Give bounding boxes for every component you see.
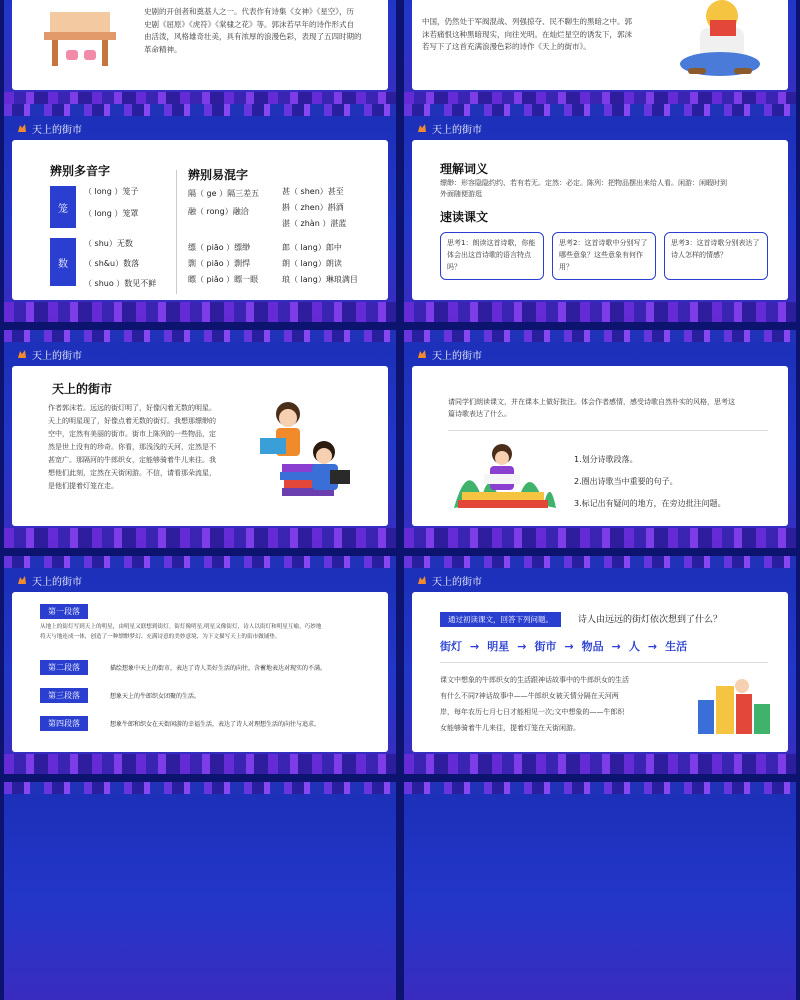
text-line: 有什么不同?神话故事中——牛郎织女被天情分隔在天河两 bbox=[440, 692, 619, 700]
slide-header bbox=[416, 120, 482, 136]
slide-header bbox=[16, 346, 82, 362]
desk-illustration bbox=[40, 12, 120, 72]
pinyin-row: 斟（ zhen）斟酒 bbox=[282, 203, 344, 212]
section-text: 描绘想象中天上的街市，表达了诗人美好生活的向往，含蓄地表达对现实的不满。 bbox=[110, 665, 327, 672]
background-paragraph bbox=[422, 16, 632, 54]
pinyin-row: （ shu）无数 bbox=[84, 239, 133, 248]
text-line: 然是世上没有的珍奇。你看，那浅浅的天河，定然是不 bbox=[48, 443, 216, 451]
chain-item: 物品 bbox=[581, 640, 604, 653]
slide-characters[interactable] bbox=[4, 104, 396, 322]
section-text: 想象牛郎和织女在天街闲游的幸福生活，表达了诗人对理想生活的向往与追求。 bbox=[110, 721, 321, 728]
section-text bbox=[40, 622, 321, 642]
section-label: 第三段落 bbox=[40, 688, 88, 703]
section-label: 第一段落 bbox=[40, 604, 88, 619]
header-title: 天上的街市 bbox=[432, 350, 482, 362]
text-line: 岸，每年农历七月七日才能相见一次;文中想象的——牛郎织 bbox=[440, 708, 625, 716]
content-panel bbox=[12, 592, 388, 752]
text-line: 作者郭沫若。远远的街灯明了，好像闪着无数的明星。 bbox=[48, 404, 216, 412]
section-label: 第二段落 bbox=[40, 660, 88, 675]
highlight-label: 通过初读课文，回答下列问题。 bbox=[440, 612, 561, 627]
slide-decoration bbox=[4, 330, 396, 342]
slide-header bbox=[416, 346, 482, 362]
content-panel bbox=[12, 366, 388, 526]
content-panel bbox=[12, 0, 388, 90]
slide-decoration bbox=[4, 528, 396, 548]
text-line: 外面随便游逛 bbox=[440, 190, 482, 198]
section-title: 速读课文 bbox=[440, 210, 489, 224]
boys-reading-illustration bbox=[252, 394, 362, 514]
arrow-icon: → bbox=[517, 639, 527, 653]
slide-decoration bbox=[404, 556, 796, 568]
question-card[interactable]: 思考2：这首诗歌中分别写了哪些意象？这些意象有何作用？ bbox=[552, 232, 656, 280]
text-line: 革命精神。 bbox=[144, 44, 182, 54]
slide-header bbox=[416, 572, 482, 588]
slide-header bbox=[16, 572, 82, 588]
comparison-paragraph bbox=[440, 672, 629, 736]
pinyin-row: 剽（ piāo ）剽悍 bbox=[188, 259, 251, 268]
fox-icon bbox=[416, 574, 428, 586]
section-label: 第四段落 bbox=[40, 716, 88, 731]
slide-decoration bbox=[4, 104, 396, 116]
text-line: 若写下了这首充满浪漫色彩的诗作《天上的街市》。 bbox=[422, 42, 591, 51]
text-line: 史剧《屈原》《虎符》《棠棣之花》等。郭沫若早年的诗作形式自 bbox=[144, 19, 354, 29]
pinyin-row: （ long ）笼子 bbox=[84, 187, 139, 196]
chain-item: 人 bbox=[628, 640, 640, 653]
text-line: 女能够骑着牛儿来往，提着灯笼在天街闲游。 bbox=[440, 724, 580, 732]
content-panel bbox=[12, 140, 388, 300]
question-card[interactable]: 思考1：朗读这首诗歌，你能体会出这首诗歌的语言特点吗？ bbox=[440, 232, 544, 280]
task-item: 3.标记出有疑问的地方，在旁边批注问题。 bbox=[574, 499, 726, 508]
content-panel bbox=[412, 592, 788, 752]
slide-header bbox=[16, 120, 82, 136]
chain-item: 街灯 bbox=[440, 640, 462, 653]
fox-icon bbox=[16, 348, 28, 360]
arrow-icon: → bbox=[470, 639, 480, 653]
slide-decoration bbox=[4, 754, 396, 774]
pinyin-row: 朗（ lang）朗读 bbox=[282, 259, 342, 268]
slide-vocabulary[interactable] bbox=[404, 104, 796, 322]
fox-icon bbox=[16, 574, 28, 586]
header-title: 天上的街市 bbox=[32, 576, 82, 588]
chain-item: 明星 bbox=[487, 640, 510, 653]
section-title: 理解词义 bbox=[440, 162, 489, 176]
pinyin-row: 甚（ shen）甚至 bbox=[282, 187, 344, 196]
pinyin-row: 隔（ ge ）隔三差五 bbox=[188, 189, 260, 198]
definitions bbox=[440, 178, 727, 200]
text-line: 缥缈：形容隐隐约约、若有若无。定然：必定。陈列：把物品摆出来给人看。闲游：闲暇时到 bbox=[440, 179, 727, 187]
pinyin-row: （ shuo ）数见不鲜 bbox=[84, 279, 157, 288]
header-title: 天上的街市 bbox=[432, 124, 482, 136]
slide-next-left[interactable] bbox=[4, 782, 396, 1000]
char-box: 笼 bbox=[50, 186, 76, 228]
task-item: 2.圈出诗歌当中重要的句子。 bbox=[574, 477, 678, 486]
text-line: 沫若痛恨这种黑暗现实，向往光明。在灿烂星空的诱发下，郭沫 bbox=[422, 29, 632, 39]
content-panel bbox=[412, 0, 788, 90]
poem-title: 天上的街市 bbox=[52, 382, 113, 396]
text-line: 天上的明星现了，好像点着无数的街灯。我想那缥缈的 bbox=[48, 417, 216, 425]
poem-text bbox=[48, 402, 216, 493]
chain-item: 街市 bbox=[534, 640, 557, 653]
instructions bbox=[448, 396, 735, 420]
question-card[interactable]: 思考3：这首诗歌分别表达了诗人怎样的情感？ bbox=[664, 232, 768, 280]
author-paragraph bbox=[144, 6, 362, 56]
header-title: 天上的街市 bbox=[432, 576, 482, 588]
girl-on-books-illustration bbox=[448, 438, 558, 518]
chain-row bbox=[440, 638, 687, 654]
text-line: 史剧的开创者和奠基人之一。代表作有诗集《女神》《星空》，历 bbox=[144, 7, 354, 16]
slide-decoration bbox=[4, 556, 396, 568]
header-title: 天上的街市 bbox=[32, 350, 82, 362]
fox-icon bbox=[16, 122, 28, 134]
pinyin-row: 瞟（ piǎo ）瞟一眼 bbox=[188, 275, 259, 284]
pinyin-row: 琅（ lang）琳琅满目 bbox=[282, 275, 358, 284]
text-line: 从地上的街灯写到天上的明星，由明星又联想到街灯。街灯像明星,明星又像街灯，诗人以街灯和明星互喻，巧妙地 bbox=[40, 624, 322, 630]
slide-reading-tasks[interactable] bbox=[404, 330, 796, 548]
slide-decoration bbox=[404, 782, 796, 794]
divider bbox=[176, 170, 177, 294]
task-item: 1.划分诗歌段落。 bbox=[574, 455, 638, 464]
chain-item: 生活 bbox=[665, 640, 688, 653]
char-box: 数 bbox=[50, 238, 76, 286]
fox-icon bbox=[416, 348, 428, 360]
slide-imagination[interactable] bbox=[404, 556, 796, 774]
pinyin-row: 湛（ zhàn ）湛蓝 bbox=[282, 219, 347, 228]
divider bbox=[440, 662, 768, 663]
pinyin-row: 融（ rong）融洽 bbox=[188, 207, 249, 216]
pinyin-row: （ sh&u）数落 bbox=[84, 259, 140, 268]
arrow-icon: → bbox=[611, 639, 621, 653]
section-title: 辨别多音字 bbox=[50, 164, 111, 178]
text-line: 空中，定然有美丽的街市。街市上陈列的一些物品，定 bbox=[48, 430, 216, 438]
text-line: 由活泼，风格雄奇壮美，具有浓厚的浪漫色彩，表现了五四时期的 bbox=[144, 32, 362, 41]
text-line: 是他们提着灯笼在走。 bbox=[48, 482, 118, 490]
question-text: 诗人由远远的街灯依次想到了什么？ bbox=[578, 615, 723, 625]
text-line: 篇诗歌表达了什么。 bbox=[448, 410, 511, 418]
reading-girl-illustration bbox=[670, 0, 770, 84]
slide-intro-author[interactable] bbox=[4, 0, 396, 112]
arrow-icon: → bbox=[564, 639, 574, 653]
fox-icon bbox=[416, 122, 428, 134]
content-panel bbox=[412, 366, 788, 526]
text-line: 中国，仍然处于军阀混战、列强掠夺、民不聊生的黑暗之中。郭 bbox=[422, 17, 632, 26]
alphabet-blocks-illustration bbox=[694, 676, 774, 740]
arrow-icon: → bbox=[647, 639, 658, 653]
slide-next-right[interactable] bbox=[404, 782, 796, 1000]
slide-background[interactable] bbox=[404, 0, 796, 112]
text-line: 甚宽广。那隔河的牛郎织女，定能够骑着牛儿来往。我 bbox=[48, 456, 216, 464]
slide-decoration bbox=[404, 104, 796, 116]
slide-decoration bbox=[404, 302, 796, 322]
text-line: 请同学们朗读课文，并在课本上做好批注。体会作者感情，感受诗歌自然朴实的风格，思考这 bbox=[448, 398, 735, 406]
pinyin-row: 缥（ piāo ）缥缈 bbox=[188, 243, 251, 252]
pinyin-row: 郎（ lang）郎中 bbox=[282, 243, 342, 252]
divider bbox=[448, 430, 768, 431]
text-line: 课文中想象的牛郎织女的生活跟神话故事中的牛郎织女的生活 bbox=[440, 676, 629, 684]
content-panel bbox=[412, 140, 788, 300]
text-line: 将天与地连成一体，创造了一种缥缈梦幻、充满诗意的美妙意境，为下文描写天上的街市做铺垫。 bbox=[40, 634, 281, 640]
slide-decoration bbox=[404, 330, 796, 342]
header-title: 天上的街市 bbox=[32, 124, 82, 136]
slide-poem[interactable] bbox=[4, 330, 396, 548]
slide-decoration bbox=[4, 302, 396, 322]
slide-sections[interactable] bbox=[4, 556, 396, 774]
section-text: 想象天上的牛郎织女团聚的生活。 bbox=[110, 693, 201, 700]
section-title: 辨别易混字 bbox=[188, 168, 249, 182]
pinyin-row: （ long ）笼罩 bbox=[84, 209, 139, 218]
slide-decoration bbox=[404, 754, 796, 774]
slide-decoration bbox=[404, 528, 796, 548]
slide-decoration bbox=[4, 782, 396, 794]
text-line: 想他们此刻，定然在天街闲游。不信，请看那朵流星， bbox=[48, 469, 216, 477]
